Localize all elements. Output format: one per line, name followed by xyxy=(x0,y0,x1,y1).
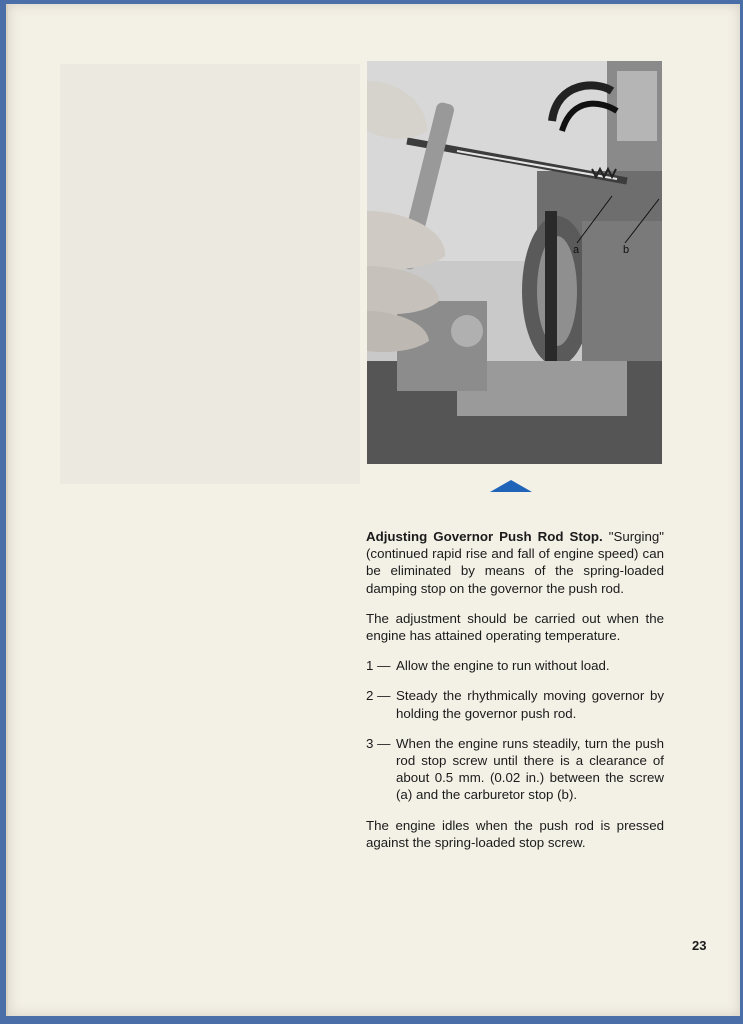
step-number: 2 — xyxy=(366,688,391,704)
section-heading: Adjusting Governor Push Rod Stop. xyxy=(366,529,603,544)
bleed-through-shadow xyxy=(60,64,360,484)
step-item xyxy=(366,735,664,804)
instructions-column xyxy=(366,528,664,864)
engine-photo xyxy=(367,61,662,464)
closing-paragraph: The engine idles when the push rod is pressed against the spring-loaded stop screw. xyxy=(366,817,664,850)
step-text: Steady the rhythmically moving governor by holding the governor push rod. xyxy=(396,688,664,721)
step-number: 1 — xyxy=(366,658,391,674)
step-item xyxy=(366,657,664,674)
step-text: Allow the engine to run without load. xyxy=(396,658,610,674)
intro-text: "Surging" (continued rapid rise and fall of engine speed) can be eliminated by means of the spring-loaded damping stop on the governor the push rod. xyxy=(366,529,665,596)
triangle-marker-icon xyxy=(490,480,532,492)
callout-label-b: b xyxy=(623,244,630,256)
intro-paragraph xyxy=(366,528,664,597)
step-item xyxy=(366,687,664,721)
step-number: 3 — xyxy=(366,735,391,751)
adjustment-paragraph: The adjustment should be carried out when the engine has attained operating temperature. xyxy=(366,610,664,644)
callout-label-a: a xyxy=(573,244,580,256)
manual-page xyxy=(6,4,740,1016)
step-text: When the engine runs steadily, turn the push rod stop screw until there is a clearance of about 0.5 mm. (0.02 in.) between the screw (a) and the carburetor stop (b). xyxy=(396,735,664,803)
page-number: 23 xyxy=(692,938,707,953)
